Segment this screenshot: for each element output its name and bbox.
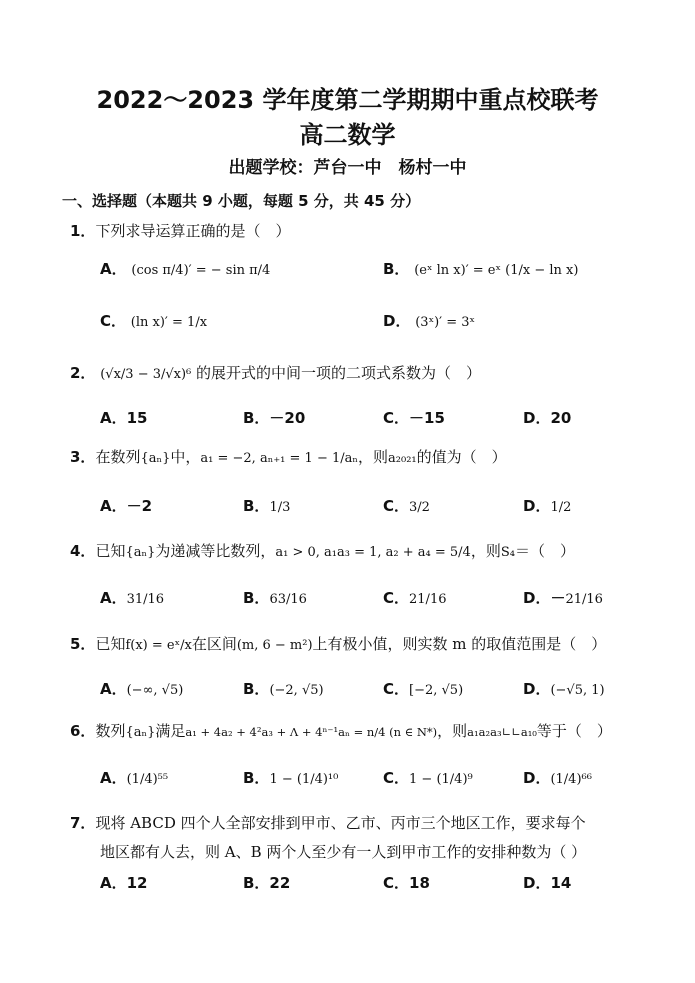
- option-label: A．: [100, 769, 127, 787]
- option-label: C．: [383, 497, 410, 515]
- question-text: ＝（ ）: [514, 542, 575, 560]
- option-label: B．: [243, 680, 270, 698]
- exam-title: 2022～2023 学年度第二学期期中重点校联考: [96, 86, 599, 114]
- question-text: 已知: [95, 635, 126, 653]
- question-1: [70, 220, 290, 241]
- question-text: 的值为（ ）: [416, 448, 507, 466]
- math-expression: (ln x)′ = 1/x: [130, 314, 208, 330]
- option-label: C．: [100, 312, 127, 330]
- question-number: 6．: [70, 722, 96, 740]
- math-expression: (3ˣ)′ = 3ˣ: [415, 314, 476, 330]
- q6-option-d: [523, 767, 592, 788]
- question-5: [70, 633, 606, 654]
- question-number: 1．: [70, 222, 96, 240]
- q7-option-b: B．22: [243, 874, 291, 892]
- question-text: 下列求导运算正确的是（ ）: [95, 222, 291, 240]
- q4-option-d: [523, 587, 603, 608]
- option-label: C．: [383, 680, 410, 698]
- math-expression: a₁a₂a₃∟∟a₁₀: [467, 725, 537, 739]
- math-expression: 1/3: [269, 499, 291, 515]
- math-expression: [−2, √5): [409, 682, 464, 698]
- q2-option-c: C．－15: [383, 409, 445, 427]
- option-label: D．－: [523, 589, 566, 607]
- math-expression: (√x/3 − 3/√x)⁶: [100, 366, 192, 382]
- q3-option-d: [523, 495, 571, 516]
- question-text: 等于（ ）: [536, 722, 612, 740]
- math-expression: 1 − (1/4)⁹: [409, 771, 473, 787]
- q3-option-b: [243, 495, 290, 516]
- section-heading: 一、选择题（本题共 9 小题，每题 5 分，共 45 分）: [62, 192, 421, 210]
- math-expression: {aₙ}: [125, 544, 156, 560]
- question-text: 满足: [155, 722, 186, 740]
- math-expression: a₁ > 0, a₁a₃ = 1, a₂ + a₄ = 5/4: [275, 544, 471, 560]
- option-label: D．: [523, 769, 551, 787]
- math-expression: (−√5, 1): [550, 682, 605, 698]
- q6-option-c: [383, 767, 473, 788]
- q4-option-c: [383, 587, 446, 608]
- math-expression: (1/4)⁵⁵: [126, 771, 169, 787]
- q2-option-d: D．20: [523, 409, 572, 427]
- q7-option-a: A．12: [100, 874, 148, 892]
- question-2: [70, 362, 481, 383]
- option-label: A．: [100, 589, 127, 607]
- question-text: 已知: [95, 542, 126, 560]
- question-text: 上有极小值，则实数 m 的取值范围是（ ）: [312, 635, 607, 653]
- q1-option-c: [100, 310, 207, 331]
- math-expression: {aₙ}: [125, 724, 156, 740]
- question-text: 数列: [95, 722, 126, 740]
- q5-option-d: [523, 678, 605, 699]
- option-label: C．: [383, 589, 410, 607]
- question-text: 为递减等比数列，: [155, 542, 276, 560]
- math-expression: 1/2: [550, 499, 572, 515]
- q3-option-a: A．－2: [100, 497, 153, 515]
- math-expression: (−∞, √5): [126, 682, 184, 698]
- question-number: 4．: [70, 542, 96, 560]
- question-6: [70, 720, 612, 741]
- math-expression: 3/2: [409, 499, 430, 515]
- option-label: A．: [100, 680, 127, 698]
- option-label: B．: [383, 260, 410, 278]
- q2-option-a: A．15: [100, 409, 148, 427]
- option-label: D．: [383, 312, 411, 330]
- math-expression: a₁ + 4a₂ + 4²a₃ + Λ + 4ⁿ⁻¹aₙ = n/4 (n ∈ N*): [185, 725, 438, 739]
- q7-option-c: C．18: [383, 874, 430, 892]
- question-text: 现将 ABCD 四个人全部安排到甲市、乙市、丙市三个地区工作，要求每个: [95, 814, 586, 832]
- question-text: 中，: [170, 448, 201, 466]
- math-expression: f(x) = eˣ/x: [125, 637, 192, 653]
- math-expression: 63/16: [269, 591, 307, 607]
- math-expression: 31/16: [126, 591, 165, 607]
- option-label: D．: [523, 497, 551, 515]
- question-7-line-2: 地区都有人去，则 A、B 两个人至少有一人到甲市工作的安排种数为（ ）: [100, 843, 587, 861]
- question-text: 的展开式的中间一项的二项式系数为（ ）: [196, 364, 482, 382]
- question-number: 3．: [70, 448, 96, 466]
- math-expression: S₄: [500, 544, 515, 560]
- q4-option-b: [243, 587, 307, 608]
- question-number: 2．: [70, 364, 96, 382]
- q1-option-d: [383, 310, 475, 331]
- q5-option-a: [100, 678, 183, 699]
- exam-subject: 高二数学: [299, 121, 396, 149]
- math-expression: {aₙ}: [140, 450, 171, 466]
- math-expression: a₂₀₂₁: [388, 450, 417, 466]
- question-number: 7．: [70, 814, 96, 832]
- q5-option-c: [383, 678, 463, 699]
- exam-schools: 出题学校：芦台一中 杨村一中: [228, 158, 467, 178]
- q1-option-b: [383, 258, 578, 279]
- question-4: [70, 540, 575, 561]
- option-label: C．: [383, 769, 410, 787]
- option-label: B．: [243, 769, 270, 787]
- math-expression: (m, 6 − m²): [236, 637, 313, 653]
- question-3: [70, 446, 507, 467]
- q5-option-b: [243, 678, 324, 699]
- math-expression: (cos π/4)′ = − sin π/4: [131, 262, 271, 278]
- math-expression: (eˣ ln x)′ = eˣ (1/x − ln x): [414, 262, 579, 278]
- question-text: 在数列: [95, 448, 141, 466]
- q3-option-c: [383, 495, 430, 516]
- math-expression: 21/16: [409, 591, 447, 607]
- question-text: ，则: [470, 542, 501, 560]
- option-label: B．: [243, 497, 270, 515]
- q1-option-a: [100, 258, 270, 279]
- math-expression: (−2, √5): [269, 682, 324, 698]
- question-number: 5．: [70, 635, 96, 653]
- q2-option-b: B．－20: [243, 409, 306, 427]
- option-label: B．: [243, 589, 270, 607]
- q7-option-d: D．14: [523, 874, 572, 892]
- q6-option-b: [243, 767, 338, 788]
- q6-option-a: [100, 767, 168, 788]
- question-text: ，则: [358, 448, 389, 466]
- question-7: [70, 812, 586, 833]
- question-text: 在区间: [191, 635, 237, 653]
- q4-option-a: [100, 587, 164, 608]
- option-label: D．: [523, 680, 551, 698]
- math-expression: 1 − (1/4)¹⁰: [269, 771, 339, 787]
- math-expression: a₁ = −2, aₙ₊₁ = 1 − 1/aₙ: [200, 450, 358, 466]
- question-text: ，则: [437, 722, 468, 740]
- option-label: A．: [100, 260, 127, 278]
- math-expression: (1/4)⁶⁶: [550, 771, 592, 787]
- math-expression: 21/16: [565, 591, 603, 607]
